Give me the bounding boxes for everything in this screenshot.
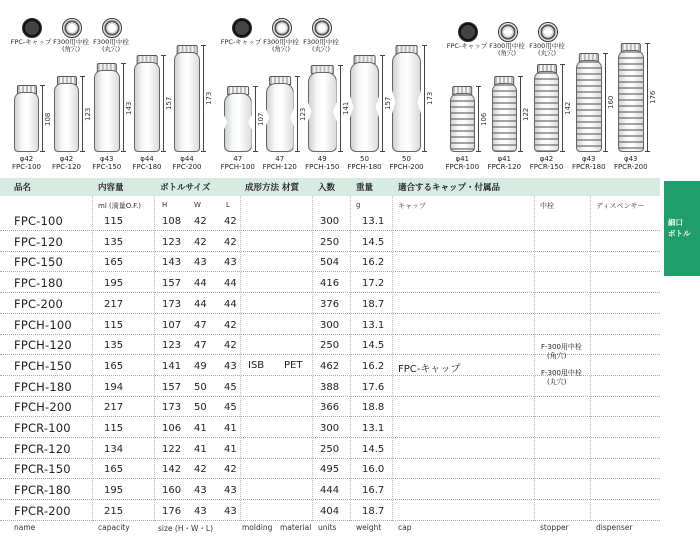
cell-capacity: 134 [104, 443, 124, 455]
bottle-fpch-100 [224, 86, 252, 152]
cell-h: 123 [162, 236, 182, 248]
bottle-fpch-180 [350, 55, 379, 152]
table-row [0, 272, 660, 293]
cap-label: FPC-キャップ [446, 42, 488, 50]
cell-name: FPC-100 [14, 214, 64, 228]
stopper-line: F-300用中栓 [541, 343, 582, 351]
height-dimension-line [163, 55, 164, 152]
row-divider [0, 520, 660, 521]
header-size: ボトルサイズ [160, 183, 211, 193]
cell-capacity: 165 [104, 360, 124, 372]
cell-capacity: 115 [104, 216, 124, 227]
bottle-fpcr-120 [492, 76, 517, 152]
cell-h: 173 [162, 298, 182, 310]
bottle-fpch-120 [266, 76, 294, 152]
cell-units: 504 [320, 257, 340, 269]
bottle-fpcr-150 [534, 64, 559, 152]
height-dimension-line [123, 63, 124, 152]
bottle-name-label: FPC-180 [132, 163, 162, 171]
cell-weight: 13.1 [362, 319, 385, 331]
cell-name: FPCH-100 [14, 317, 72, 332]
cell-w: 42 [194, 216, 207, 227]
table-row [0, 458, 660, 479]
height-label: 141 [341, 101, 350, 116]
cap-label: FPC-キャップ [220, 38, 262, 46]
header-units: 入数 [318, 183, 336, 193]
height-label: 173 [426, 91, 434, 106]
height-label: 107 [256, 112, 265, 126]
bottle-fpc-180 [134, 55, 160, 152]
cap-label: F300用中栓 (丸穴) [93, 38, 129, 53]
cell-name: FPCH-180 [14, 379, 72, 394]
bottle-name-label: FPCR-200 [613, 163, 648, 171]
diameter-label: 47 [233, 155, 243, 163]
diameter-label: φ43 [99, 155, 114, 163]
cell-w: 43 [194, 505, 207, 517]
header-material: 材質 [282, 183, 300, 193]
stopper-icon [538, 22, 558, 42]
cell-w: 42 [194, 236, 207, 248]
cell-l: 43 [224, 257, 237, 269]
footer-units: units [318, 523, 337, 532]
cell-h: 160 [162, 485, 182, 497]
column-divider [154, 196, 155, 521]
cell-l: 45 [224, 381, 237, 393]
cell-h: 143 [162, 257, 182, 269]
cap-label: F300用中栓 (角穴) [489, 42, 525, 57]
header-capacity: 内容量 [98, 183, 124, 193]
height-dimension-line [520, 76, 521, 152]
cap-label: F300用中栓 (角穴) [53, 38, 89, 53]
height-label: 157 [165, 96, 173, 111]
black-cap-icon [22, 18, 42, 38]
height-label: 123 [84, 107, 92, 121]
cell-weight: 13.1 [362, 423, 385, 434]
cell-units: 250 [320, 443, 340, 455]
diameter-label: 50 [402, 155, 411, 163]
stopper-icon [272, 18, 292, 38]
stopper-round-hole [541, 369, 582, 387]
bottle-illustrations [0, 0, 660, 178]
cell-weight: 14.5 [362, 443, 385, 455]
diameter-label: φ41 [455, 155, 470, 163]
bottle-name-label: FPCR-120 [487, 163, 522, 171]
cell-w: 50 [194, 402, 207, 414]
cell-units: 250 [320, 236, 340, 248]
footer-capacity: capacity [98, 523, 130, 532]
cell-w: 41 [194, 443, 207, 455]
height-label: 176 [648, 91, 657, 105]
bottle-body [534, 71, 559, 152]
table-row [0, 251, 660, 272]
subheader-l: L [226, 201, 230, 209]
black-cap-icon [232, 18, 252, 38]
cell-name: FPCR-180 [14, 483, 71, 498]
height-label: 143 [124, 101, 133, 115]
cap-label: F300用中栓 (角穴) [263, 38, 299, 53]
cell-l: 41 [224, 423, 237, 434]
cell-capacity: 217 [104, 402, 124, 414]
cell-l: 43 [224, 485, 237, 497]
footer-size: size (H・W・L) [158, 524, 214, 533]
diameter-label: 47 [275, 155, 285, 163]
cell-units: 462 [320, 360, 340, 372]
bottle-fpcr-100 [450, 86, 475, 152]
header-weight: 重量 [356, 183, 374, 193]
diameter-label: 50 [360, 155, 369, 163]
column-divider [534, 196, 535, 521]
table-row [0, 210, 660, 231]
cell-capacity: 217 [104, 298, 124, 310]
cell-units: 388 [320, 381, 340, 393]
cell-w: 50 [194, 381, 207, 393]
column-divider [92, 196, 93, 521]
table-row [0, 293, 660, 314]
diameter-label: φ42 [539, 155, 554, 163]
cell-name: FPCR-120 [14, 441, 71, 456]
bottle-fpc-120 [54, 76, 79, 152]
diameter-label: φ42 [19, 155, 34, 163]
subheader-cap: キャップ [398, 202, 426, 210]
bottle-body [14, 92, 39, 152]
height-label: 173 [205, 91, 213, 106]
cell-w: 44 [194, 278, 207, 290]
bottle-name-label: FPC-150 [92, 163, 122, 171]
table-row [0, 231, 660, 252]
stopper-icon [102, 18, 122, 38]
diameter-label: φ43 [581, 155, 596, 163]
diameter-label: φ41 [497, 155, 512, 163]
stopper-line: (角穴) [547, 352, 567, 360]
cell-name: FPCH-120 [14, 338, 72, 353]
molding-value: ISB [248, 360, 265, 371]
cell-capacity: 115 [104, 423, 124, 434]
height-label: 160 [606, 96, 615, 110]
cell-w: 47 [194, 319, 207, 331]
cell-name: FPCR-150 [14, 462, 71, 477]
header-accessories: 適合するキャップ・付属品 [398, 183, 501, 193]
bottle-fpcr-200 [618, 43, 644, 152]
cell-name: FPC-120 [14, 234, 64, 249]
bottle-body [224, 93, 252, 152]
footer-molding: molding [242, 523, 273, 532]
bottle-name-label: FPCR-180 [571, 163, 606, 171]
stopper-icon [62, 18, 82, 38]
cell-h: 157 [162, 381, 182, 393]
bottle-name-label: FPCH-180 [347, 163, 382, 171]
header-molding: 成形方法 [245, 183, 280, 193]
cell-l: 41 [224, 443, 237, 455]
cell-h: 123 [162, 340, 182, 352]
height-label: 157 [384, 96, 392, 111]
bottle-fpc-150 [94, 63, 120, 152]
cap-label: FPC-キャップ [10, 38, 52, 46]
cell-capacity: 165 [104, 257, 124, 269]
cell-name: FPC-150 [14, 255, 64, 270]
column-divider [392, 196, 393, 521]
bottle-name-label: FPCR-150 [529, 163, 564, 171]
black-cap-icon [458, 22, 478, 42]
diameter-label: φ44 [180, 155, 194, 163]
bottle-body [266, 83, 294, 152]
subheader-capacity: ml (満量O.F.) [98, 202, 142, 210]
height-dimension-line [562, 64, 563, 152]
cell-weight: 18.8 [362, 402, 385, 414]
cell-w: 43 [194, 257, 207, 269]
bottle-body [618, 50, 644, 152]
cell-h: 106 [162, 423, 182, 434]
height-dimension-line [255, 86, 256, 152]
bottle-body [576, 60, 602, 152]
bottle-name-label: FPCH-120 [262, 163, 297, 171]
cell-capacity: 195 [104, 485, 124, 497]
bottle-name-label: FPCH-100 [220, 163, 255, 171]
cell-h: 108 [162, 216, 182, 227]
cell-weight: 16.2 [362, 360, 385, 372]
stopper-square-hole [541, 343, 582, 361]
cap-label: F300用中栓 (丸穴) [303, 38, 339, 53]
subheader-stopper: 中栓 [540, 202, 554, 210]
cell-h: 122 [162, 443, 182, 455]
bottle-body [54, 83, 79, 152]
cell-name: FPC-180 [14, 276, 64, 291]
cell-capacity: 165 [104, 464, 124, 476]
table-row [0, 500, 660, 521]
cell-h: 173 [162, 402, 182, 414]
height-dimension-line [424, 45, 425, 152]
height-dimension-line [203, 45, 204, 152]
stopper-icon [312, 18, 332, 38]
bottle-body [174, 52, 200, 152]
cell-l: 42 [224, 464, 237, 476]
side-tab-line2: ボトル [668, 229, 691, 238]
cap-label: F300用中栓 (丸穴) [529, 42, 565, 57]
subheader-h: H [162, 201, 168, 209]
cell-name: FPCR-100 [14, 421, 71, 435]
cell-weight: 17.6 [362, 381, 385, 393]
bottle-name-label: FPC-120 [51, 163, 82, 171]
bottle-body [392, 52, 421, 152]
height-dimension-line [42, 85, 43, 152]
cell-weight: 18.7 [362, 505, 385, 517]
height-label: 106 [479, 112, 488, 127]
stopper-line: (丸穴) [547, 378, 567, 386]
side-tab-line1: 細口 [668, 218, 683, 227]
height-dimension-line [605, 53, 606, 152]
cell-h: 142 [162, 464, 182, 476]
cell-l: 42 [224, 216, 237, 227]
bottle-body [450, 93, 475, 152]
bottle-name-label: FPC-200 [172, 163, 202, 171]
cell-units: 495 [320, 464, 340, 476]
cell-weight: 17.2 [362, 278, 385, 290]
diameter-label: φ44 [140, 155, 154, 163]
diameter-label: 49 [317, 155, 327, 163]
diameter-label: φ42 [59, 155, 74, 163]
height-dimension-line [382, 55, 383, 152]
subheader-weight-unit: g [356, 201, 361, 209]
stopper-line: F-300用中栓 [541, 369, 582, 377]
cell-capacity: 115 [104, 319, 124, 331]
bottle-body [492, 83, 517, 152]
cell-l: 42 [224, 319, 237, 331]
height-dimension-line [297, 76, 298, 152]
cell-weight: 14.5 [362, 236, 385, 248]
cell-capacity: 135 [104, 340, 124, 352]
footer-name: name [14, 523, 36, 532]
subheader-w: W [194, 201, 201, 209]
table-row [0, 479, 660, 500]
height-dimension-line [82, 76, 83, 152]
bottle-body [308, 72, 337, 152]
cell-weight: 16.7 [362, 485, 385, 497]
table-row [0, 417, 660, 438]
table-row [0, 314, 660, 335]
bottle-fpcr-180 [576, 53, 602, 152]
cell-units: 416 [320, 278, 340, 290]
cell-weight: 13.1 [362, 216, 385, 227]
cell-weight: 16.2 [362, 257, 385, 269]
footer-cap: cap [398, 523, 412, 532]
material-value: PET [284, 360, 303, 371]
cell-l: 45 [224, 402, 237, 414]
bottle-fpc-200 [174, 45, 200, 152]
cell-name: FPC-200 [14, 296, 64, 311]
category-side-tab[interactable] [664, 181, 700, 276]
cell-units: 300 [320, 216, 340, 227]
bottle-fpc-100 [14, 85, 39, 152]
column-divider [590, 196, 591, 521]
cell-name: FPCH-150 [14, 358, 72, 373]
height-label: 142 [564, 101, 572, 115]
cap-value: FPC-キャップ [398, 364, 461, 375]
cell-weight: 14.5 [362, 340, 385, 352]
bottle-fpch-200 [392, 45, 421, 152]
cell-units: 376 [320, 298, 340, 310]
cell-units: 444 [320, 485, 340, 497]
bottle-name-label: FPCH-150 [305, 163, 340, 171]
cell-units: 250 [320, 340, 340, 352]
height-label: 123 [298, 107, 307, 121]
cell-l: 42 [224, 236, 237, 248]
cell-name: FPCH-200 [14, 400, 72, 415]
bottle-name-label: FPCR-100 [445, 163, 480, 171]
cell-h: 176 [162, 505, 182, 517]
header-name: 品名 [14, 183, 32, 193]
footer-dispenser: dispenser [596, 523, 633, 532]
column-divider [240, 196, 241, 521]
cell-capacity: 194 [104, 381, 124, 393]
stopper-icon [498, 22, 518, 42]
height-label: 122 [521, 107, 530, 122]
cell-h: 157 [162, 278, 182, 290]
cell-name: FPCR-200 [14, 503, 71, 518]
cell-h: 107 [162, 319, 182, 331]
cell-capacity: 195 [104, 278, 124, 290]
bottle-body [134, 62, 160, 152]
height-dimension-line [478, 86, 479, 152]
cell-units: 300 [320, 423, 340, 434]
cell-weight: 18.7 [362, 298, 385, 310]
cell-l: 42 [224, 340, 237, 352]
cell-units: 300 [320, 319, 340, 331]
cell-l: 44 [224, 278, 237, 290]
bottle-body [94, 70, 120, 152]
height-dimension-line [340, 65, 341, 152]
cell-l: 44 [224, 298, 237, 310]
table-row [0, 438, 660, 459]
cell-units: 366 [320, 402, 340, 414]
bottle-body [350, 62, 379, 152]
cell-w: 42 [194, 464, 207, 476]
column-divider [350, 196, 351, 521]
footer-weight: weight [356, 523, 382, 532]
cell-w: 44 [194, 298, 207, 310]
cell-l: 43 [224, 360, 237, 372]
cell-w: 47 [194, 340, 207, 352]
footer-stopper: stopper [540, 523, 569, 532]
cell-capacity: 215 [104, 505, 124, 517]
height-dimension-line [647, 43, 648, 152]
cell-w: 43 [194, 485, 207, 497]
cell-w: 49 [194, 360, 207, 372]
footer-material: material [280, 523, 312, 532]
cell-h: 141 [162, 360, 182, 372]
bottle-name-label: FPCH-200 [389, 163, 424, 171]
subheader-dispenser: ディスペンサー [596, 202, 645, 210]
cell-capacity: 135 [104, 236, 124, 248]
diameter-label: φ43 [623, 155, 638, 163]
bottle-fpch-150 [308, 65, 337, 152]
column-divider [312, 196, 313, 521]
cell-weight: 16.0 [362, 464, 385, 476]
cell-l: 43 [224, 505, 237, 517]
cell-units: 404 [320, 505, 340, 517]
table-row [0, 396, 660, 417]
bottle-name-label: FPC-100 [11, 163, 42, 171]
cell-w: 41 [194, 423, 207, 434]
height-label: 108 [44, 112, 52, 126]
